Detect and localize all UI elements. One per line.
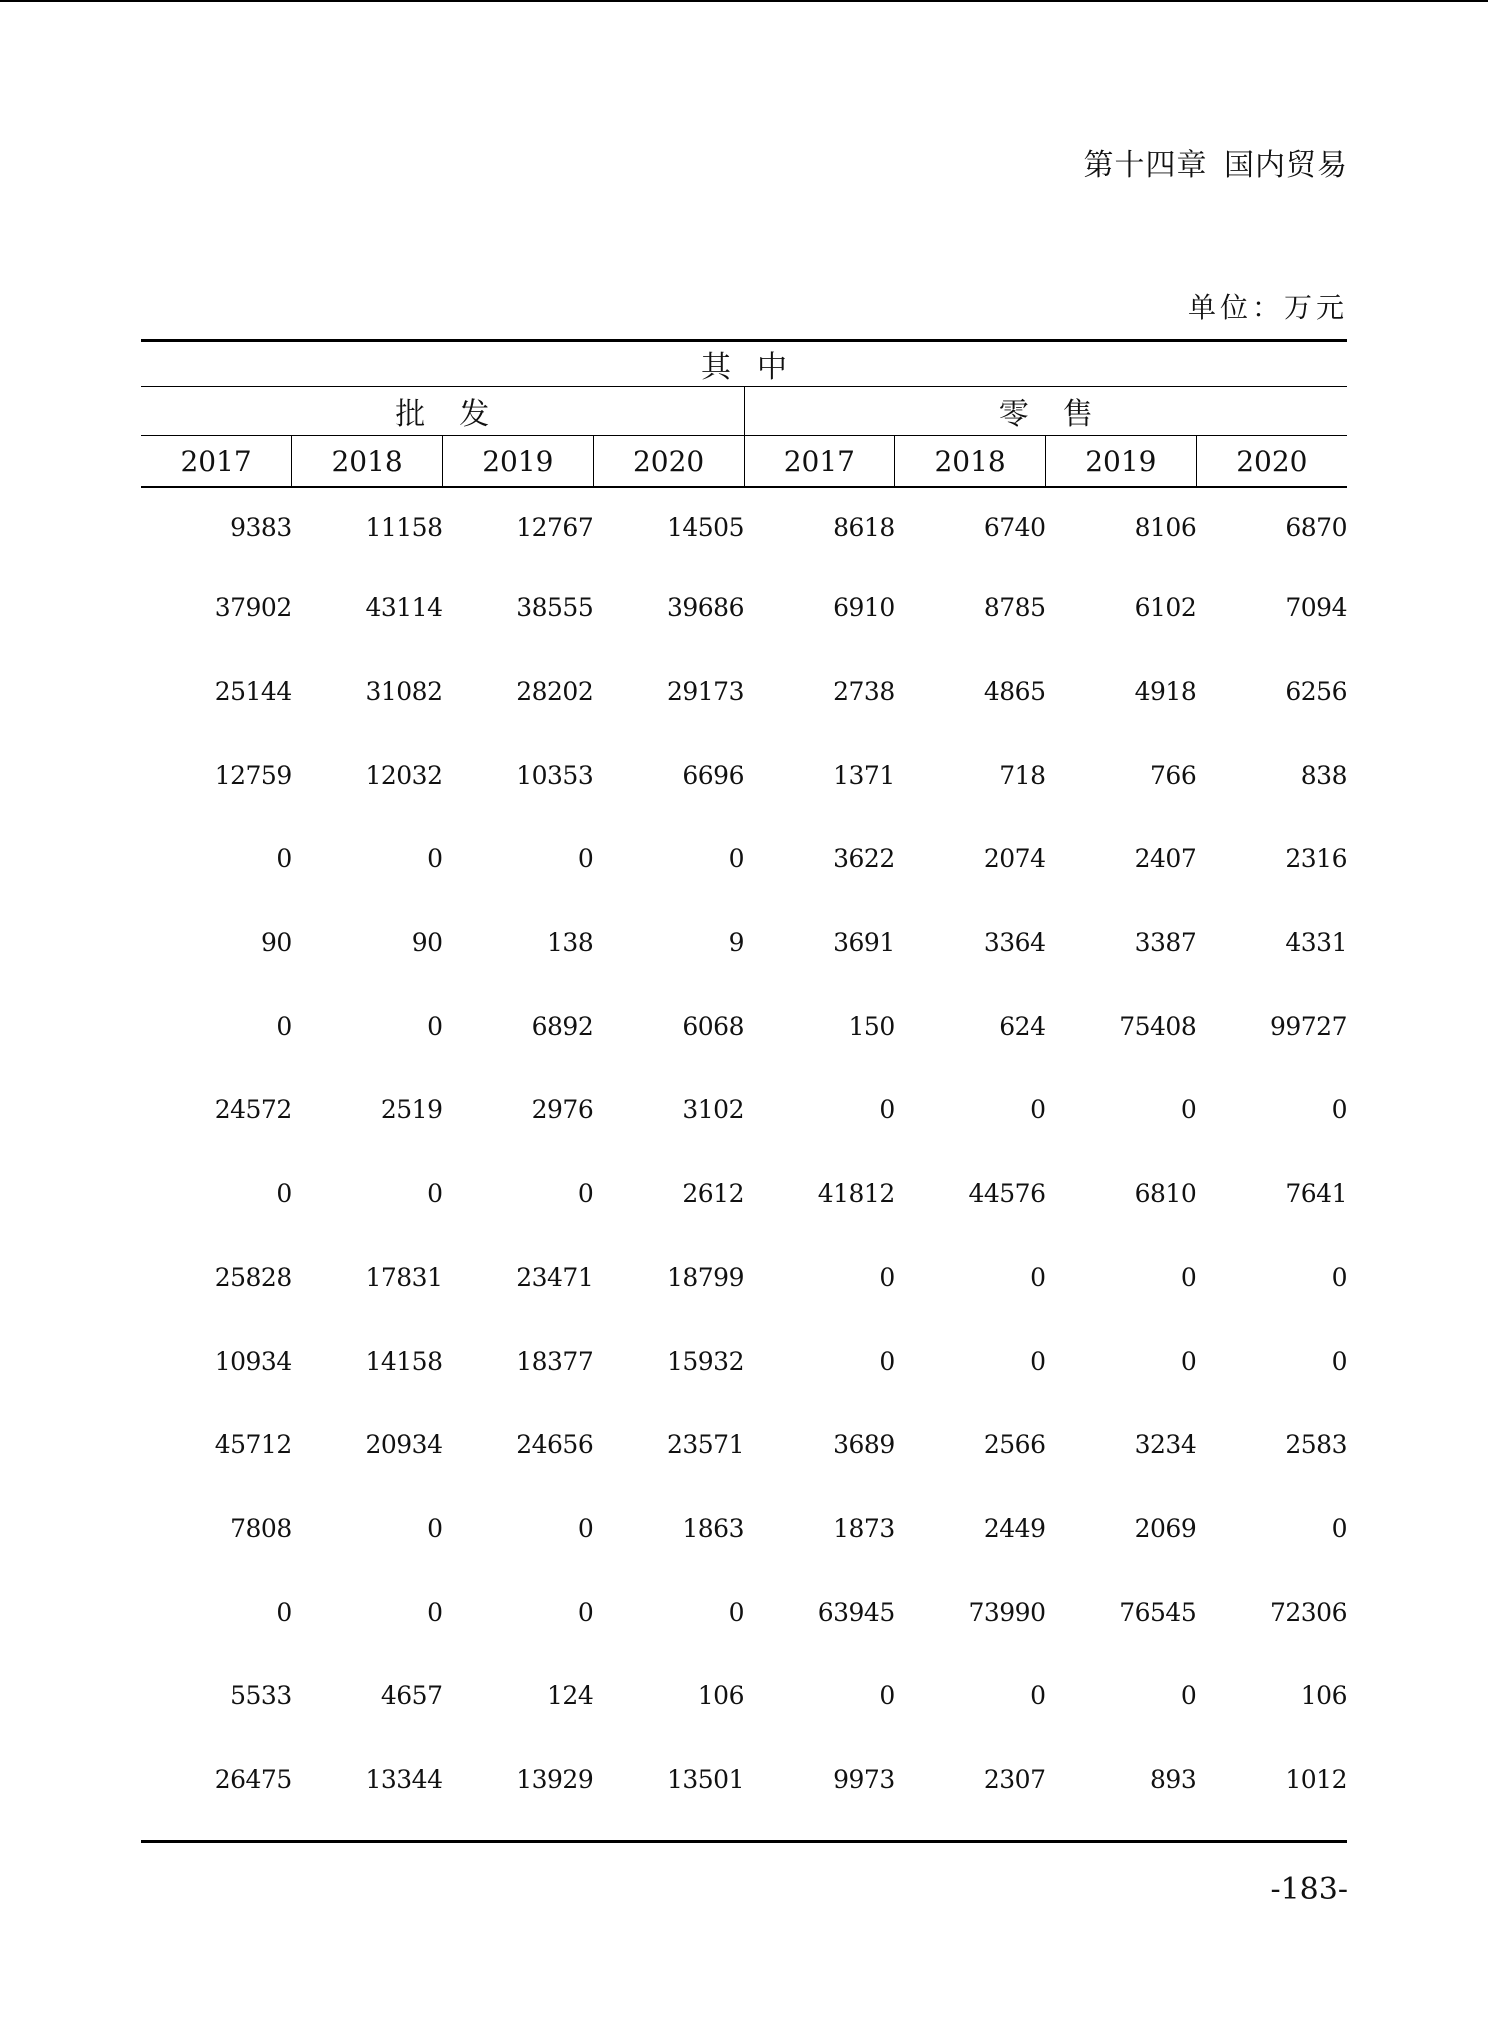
table-cell: 10934 <box>214 1346 292 1376</box>
table-cell: 4918 <box>1134 677 1197 707</box>
table-cell: 45712 <box>214 1430 292 1460</box>
table-row <box>141 1068 1347 1152</box>
year-header: 2020 <box>593 436 744 488</box>
table-cell: 3364 <box>983 928 1046 958</box>
table-cell: 0 <box>577 844 594 874</box>
table-cell: 0 <box>879 1681 895 1711</box>
table-row <box>141 817 1347 901</box>
table-cell: 6910 <box>833 593 895 623</box>
table-cell: 3691 <box>833 928 895 958</box>
table-cell: 39686 <box>666 593 744 623</box>
table-cell: 3387 <box>1134 928 1197 958</box>
table-cell: 9383 <box>230 512 292 542</box>
table-cell: 0 <box>1331 1346 1347 1376</box>
table-cell: 6870 <box>1285 512 1347 542</box>
table-cell: 718 <box>999 760 1046 790</box>
table-row <box>141 650 1347 734</box>
table-cell: 8106 <box>1134 512 1197 542</box>
table-cell: 1371 <box>833 760 895 790</box>
table-cell: 1012 <box>1285 1764 1347 1794</box>
table-row <box>141 1487 1347 1571</box>
table-cell: 0 <box>427 1513 443 1543</box>
table-cell: 9973 <box>833 1764 895 1794</box>
table-cell: 6892 <box>531 1011 594 1041</box>
table-cell: 893 <box>1150 1764 1197 1794</box>
table-row <box>141 1654 1347 1738</box>
table-cell: 7808 <box>230 1513 292 1543</box>
table-cell: 1863 <box>682 1513 744 1543</box>
table-cell: 0 <box>728 1597 744 1627</box>
table-cell: 624 <box>999 1011 1046 1041</box>
wholesale-header: 批发 <box>141 387 744 436</box>
table-cell: 7641 <box>1285 1179 1347 1209</box>
table-cell: 0 <box>577 1597 594 1627</box>
table-cell: 0 <box>577 1179 594 1209</box>
table-cell: 14505 <box>666 512 744 542</box>
table-cell: 6102 <box>1134 593 1197 623</box>
table-cell: 0 <box>1331 1095 1347 1125</box>
table-cell: 0 <box>1180 1262 1197 1292</box>
table-cell: 41812 <box>817 1179 895 1209</box>
table-cell: 7094 <box>1285 593 1347 623</box>
table-cell: 25144 <box>214 677 292 707</box>
table-cell: 0 <box>427 1179 443 1209</box>
table-row <box>141 1403 1347 1487</box>
table-cell: 13929 <box>516 1764 594 1794</box>
year-header: 2017 <box>141 436 292 488</box>
year-header: 2017 <box>744 436 895 488</box>
top-rule <box>0 0 1488 2</box>
table-cell: 17831 <box>365 1262 443 1292</box>
table-cell: 0 <box>1180 1681 1197 1711</box>
table-cell: 0 <box>427 844 443 874</box>
table-cell: 0 <box>1030 1095 1046 1125</box>
table-cell: 0 <box>1030 1346 1046 1376</box>
year-header: 2018 <box>292 436 443 488</box>
table-cell: 9 <box>728 928 744 958</box>
trade-data-table <box>141 339 1347 1821</box>
table-cell: 0 <box>1331 1513 1347 1543</box>
table-cell: 90 <box>411 928 443 958</box>
table-header <box>141 341 1347 488</box>
table-cell: 6068 <box>682 1011 744 1041</box>
table-cell: 2612 <box>682 1179 744 1209</box>
table-cell: 766 <box>1150 760 1197 790</box>
table-cell: 10353 <box>516 760 594 790</box>
page-number: -183- <box>1270 1872 1348 1907</box>
table-cell: 4865 <box>983 677 1046 707</box>
table-cell: 90 <box>260 928 292 958</box>
chapter-title: 第十四章 国内贸易 <box>1083 148 1348 183</box>
table-cell: 6256 <box>1285 677 1347 707</box>
table-cell: 6740 <box>983 512 1046 542</box>
table-cell: 8618 <box>833 512 895 542</box>
year-header: 2019 <box>1046 436 1197 488</box>
table-cell: 75408 <box>1119 1011 1197 1041</box>
group-header: 其中 <box>141 341 1347 387</box>
year-header: 2018 <box>895 436 1046 488</box>
table-cell: 20934 <box>365 1430 443 1460</box>
table-cell: 5533 <box>230 1681 292 1711</box>
table-cell: 2519 <box>380 1095 443 1125</box>
table-cell: 2069 <box>1134 1513 1197 1543</box>
table-cell: 37902 <box>214 593 292 623</box>
bottom-rule <box>141 1840 1347 1843</box>
table-cell: 0 <box>1180 1346 1197 1376</box>
table-cell: 14158 <box>365 1346 443 1376</box>
table-cell: 0 <box>879 1346 895 1376</box>
table-row <box>141 1236 1347 1320</box>
table-cell: 6810 <box>1134 1179 1197 1209</box>
table-cell: 24656 <box>516 1430 594 1460</box>
table-cell: 0 <box>728 844 744 874</box>
table-cell: 28202 <box>516 677 594 707</box>
table-cell: 150 <box>848 1011 895 1041</box>
table-cell: 3102 <box>682 1095 744 1125</box>
table-cell: 0 <box>1331 1262 1347 1292</box>
table-cell: 12759 <box>214 760 292 790</box>
table-cell: 43114 <box>365 593 443 623</box>
table-row <box>141 984 1347 1068</box>
table-cell: 99727 <box>1269 1011 1347 1041</box>
retail-header: 零售 <box>744 387 1347 436</box>
year-header: 2020 <box>1196 436 1347 488</box>
table-cell: 6696 <box>682 760 744 790</box>
table-cell: 1873 <box>833 1513 895 1543</box>
table-cell: 106 <box>1300 1681 1347 1711</box>
table-cell: 2583 <box>1285 1430 1347 1460</box>
table-body <box>141 487 1347 1821</box>
table-cell: 18799 <box>666 1262 744 1292</box>
table-row <box>141 1570 1347 1654</box>
table-row <box>141 1738 1347 1822</box>
table-cell: 18377 <box>516 1346 594 1376</box>
table-cell: 8785 <box>983 593 1046 623</box>
table-cell: 23471 <box>516 1262 594 1292</box>
table-cell: 0 <box>427 1011 443 1041</box>
table-cell: 29173 <box>666 677 744 707</box>
table-cell: 2074 <box>983 844 1046 874</box>
table-cell: 72306 <box>1269 1597 1347 1627</box>
table-cell: 0 <box>879 1095 895 1125</box>
table-cell: 4657 <box>380 1681 443 1711</box>
table-cell: 0 <box>1030 1681 1046 1711</box>
table-row <box>141 566 1347 650</box>
table-cell: 2449 <box>983 1513 1046 1543</box>
table-row <box>141 733 1347 817</box>
table-cell: 63945 <box>817 1597 895 1627</box>
table-cell: 25828 <box>214 1262 292 1292</box>
table-cell: 3234 <box>1134 1430 1197 1460</box>
table-cell: 0 <box>276 1011 292 1041</box>
table-cell: 2407 <box>1134 844 1197 874</box>
table-row <box>141 1152 1347 1236</box>
table-cell: 23571 <box>666 1430 744 1460</box>
table-cell: 0 <box>1180 1095 1197 1125</box>
table-cell: 26475 <box>214 1764 292 1794</box>
table-cell: 138 <box>547 928 594 958</box>
table-cell: 13344 <box>365 1764 443 1794</box>
table-cell: 0 <box>276 844 292 874</box>
table-row <box>141 901 1347 985</box>
table-cell: 73990 <box>968 1597 1046 1627</box>
year-header: 2019 <box>443 436 594 488</box>
table-cell: 838 <box>1300 760 1347 790</box>
table-cell: 2566 <box>983 1430 1046 1460</box>
table-cell: 44576 <box>968 1179 1046 1209</box>
table-cell: 3689 <box>833 1430 895 1460</box>
table-cell: 3622 <box>833 844 895 874</box>
table-cell: 0 <box>577 1513 594 1543</box>
table-cell: 2976 <box>531 1095 594 1125</box>
table-cell: 0 <box>276 1597 292 1627</box>
table-cell: 38555 <box>516 593 594 623</box>
table-cell: 2316 <box>1285 844 1347 874</box>
table-cell: 13501 <box>666 1764 744 1794</box>
table-row <box>141 1319 1347 1403</box>
table-cell: 12032 <box>365 760 443 790</box>
table-cell: 124 <box>547 1681 594 1711</box>
table-cell: 12767 <box>516 512 594 542</box>
table-cell: 0 <box>276 1179 292 1209</box>
table-row <box>141 487 1347 566</box>
table-cell: 24572 <box>214 1095 292 1125</box>
table-cell: 2307 <box>983 1764 1046 1794</box>
table-cell: 76545 <box>1119 1597 1197 1627</box>
unit-label: 单位：万元 <box>1187 291 1348 324</box>
table-cell: 2738 <box>833 677 895 707</box>
table-cell: 11158 <box>365 512 443 542</box>
table-cell: 106 <box>697 1681 744 1711</box>
table-cell: 15932 <box>666 1346 744 1376</box>
table-cell: 0 <box>879 1262 895 1292</box>
data-table-container <box>141 339 1347 1821</box>
table-cell: 0 <box>427 1597 443 1627</box>
table-cell: 31082 <box>365 677 443 707</box>
table-cell: 0 <box>1030 1262 1046 1292</box>
table-cell: 4331 <box>1285 928 1347 958</box>
